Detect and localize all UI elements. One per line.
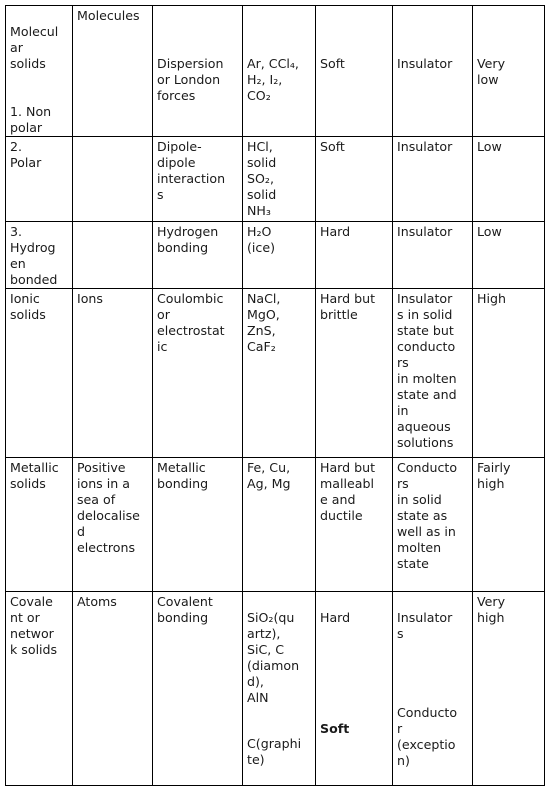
table-cell: Dipole- dipole interaction s xyxy=(153,137,243,222)
table-cell xyxy=(153,6,243,137)
table-cell: Low xyxy=(473,137,545,222)
table-cell: Ionic solids xyxy=(6,289,73,458)
table-cell: HCl, solid SO₂, solid NH₃ xyxy=(243,137,316,222)
table-cell xyxy=(316,592,393,786)
table-cell xyxy=(243,592,316,786)
table-cell: Molecules xyxy=(73,6,153,137)
cell-text: Hard xyxy=(320,610,351,625)
table-cell: Hard xyxy=(316,222,393,289)
table-cell: Positive ions in a sea of delocalise d electrons xyxy=(73,458,153,592)
cell-text: Insulator s xyxy=(397,610,453,641)
table-cell: Ions xyxy=(73,289,153,458)
table-cell xyxy=(73,222,153,289)
table-cell xyxy=(393,6,473,137)
table-cell: Fairly high xyxy=(473,458,545,592)
table-cell xyxy=(243,6,316,137)
table-cell: Fe, Cu, Ag, Mg xyxy=(243,458,316,592)
table-cell: Very high xyxy=(473,592,545,786)
table-cell: Hydrogen bonding xyxy=(153,222,243,289)
table-cell: Hard but malleabl e and ductile xyxy=(316,458,393,592)
table-cell: Low xyxy=(473,222,545,289)
table-cell: Atoms xyxy=(73,592,153,786)
table-cell: 2. Polar xyxy=(6,137,73,222)
cell-text: Conducto r (exceptio n) xyxy=(397,705,458,768)
cell-text: C(graphi te) xyxy=(247,736,302,767)
table-cell: High xyxy=(473,289,545,458)
table-row-covalent-solids xyxy=(6,592,545,786)
table-cell xyxy=(73,137,153,222)
table-cell: Covalent bonding xyxy=(153,592,243,786)
cell-text: Very low xyxy=(477,56,506,87)
cell-text: 1. Non polar xyxy=(10,104,52,135)
table-row-molecular-solids xyxy=(6,6,545,137)
spacer xyxy=(10,72,69,88)
cell-text: Soft xyxy=(320,56,345,71)
table-cell: Metallic bonding xyxy=(153,458,243,592)
solids-classification-table xyxy=(5,5,545,786)
table-cell: Covale nt or networ k solids xyxy=(6,592,73,786)
table-cell: Insulator xyxy=(393,222,473,289)
table-row-ionic-solids xyxy=(6,289,545,458)
cell-text: Soft xyxy=(320,721,350,736)
table-cell: Insulator xyxy=(393,137,473,222)
table-cell: NaCl, MgO, ZnS, CaF₂ xyxy=(243,289,316,458)
table-cell: Conducto rs in solid state as well as in molten state xyxy=(393,458,473,592)
table-cell: Coulombic or electrostat ic xyxy=(153,289,243,458)
table-cell: 3. Hydrog en bonded xyxy=(6,222,73,289)
solids-table-page xyxy=(5,5,544,768)
table-cell: H₂O (ice) xyxy=(243,222,316,289)
table-row-metallic-solids xyxy=(6,458,545,592)
table-cell: Metallic solids xyxy=(6,458,73,592)
cell-text: Dispersion or London forces xyxy=(157,56,224,103)
table-cell: Hard but brittle xyxy=(316,289,393,458)
table-cell xyxy=(316,6,393,137)
cell-text: SiO₂(qu artz), SiC, C (diamon d), AlN xyxy=(247,610,300,705)
table-cell xyxy=(6,6,73,137)
cell-text: Molecul ar solids xyxy=(10,24,59,71)
table-cell xyxy=(473,6,545,137)
cell-text: Insulator xyxy=(397,56,453,71)
table-row-hydrogen-bonded xyxy=(6,222,545,289)
table-cell: Soft xyxy=(316,137,393,222)
table-cell: Insulator s in solid state but conducto rs in molten state and in aqueous solutions xyxy=(393,289,473,458)
cell-text: Ar, CCl₄, H₂, I₂, CO₂ xyxy=(247,56,299,103)
table-row-polar xyxy=(6,137,545,222)
table-cell xyxy=(393,592,473,786)
